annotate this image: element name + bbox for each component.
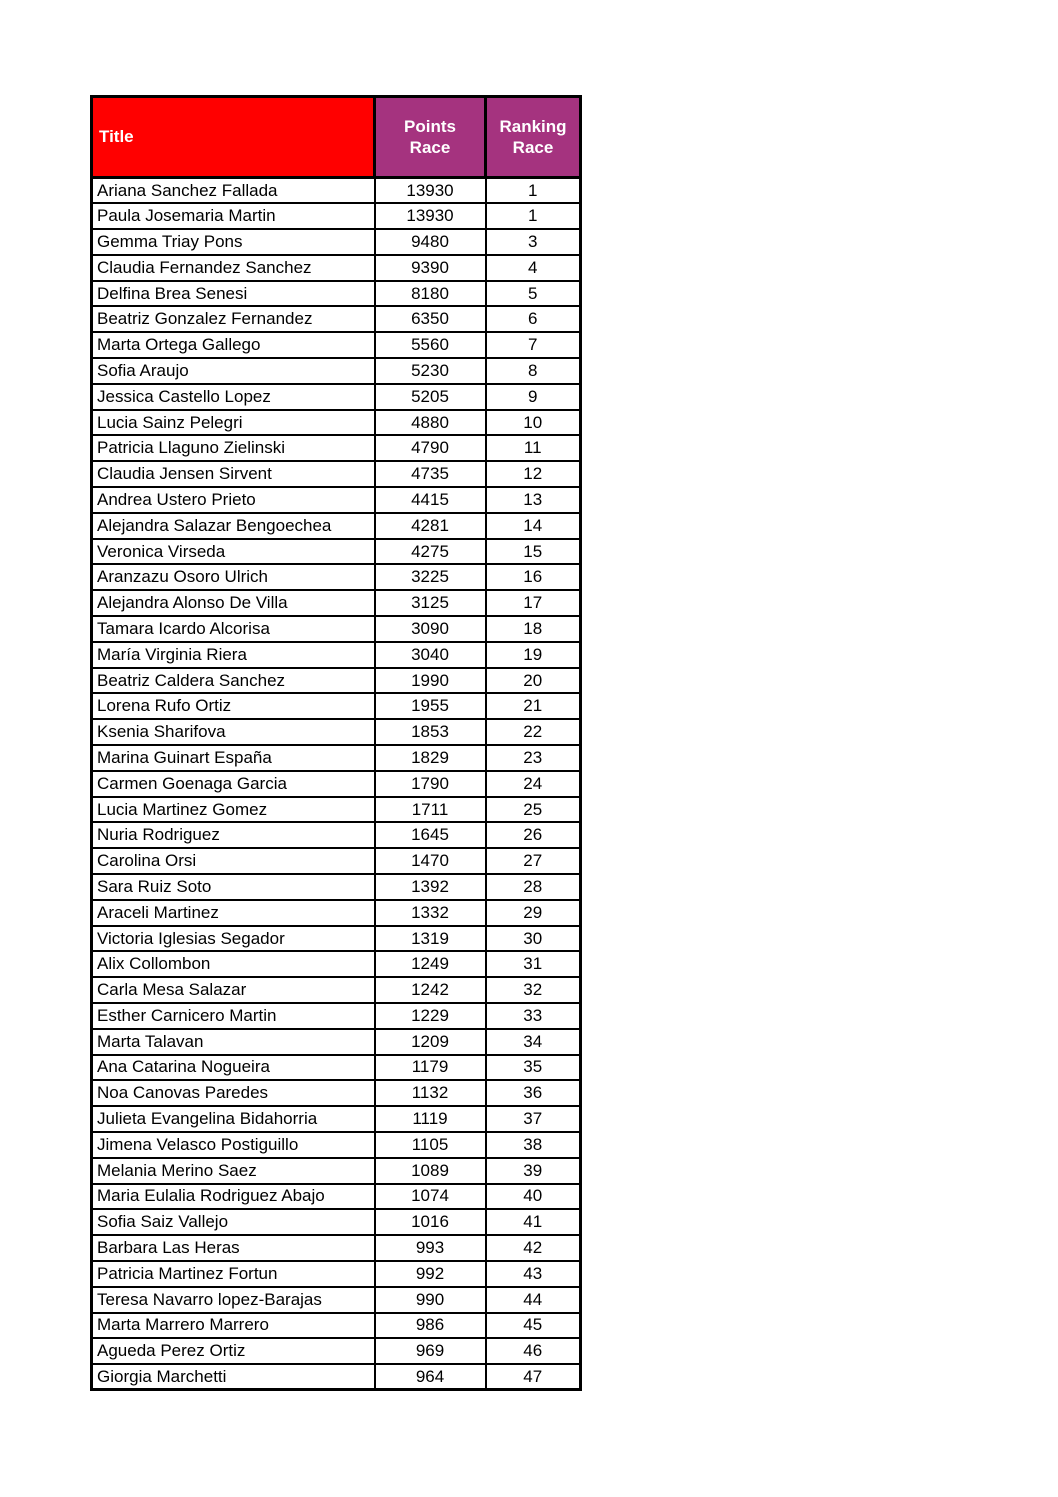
table-row: [92, 797, 581, 823]
cell-title: Teresa Navarro lopez-Barajas: [92, 1287, 375, 1313]
table-row: [92, 822, 581, 848]
cell-title: Tamara Icardo Alcorisa: [92, 616, 375, 642]
cell-points: 4735: [375, 461, 486, 487]
cell-ranking: 45: [486, 1313, 581, 1339]
cell-ranking: 23: [486, 745, 581, 771]
table-row: [92, 977, 581, 1003]
cell-title: Beatriz Caldera Sanchez: [92, 668, 375, 694]
table-row: [92, 539, 581, 565]
cell-points: 1711: [375, 797, 486, 823]
cell-ranking: 42: [486, 1235, 581, 1261]
table-row: [92, 874, 581, 900]
cell-title: Jimena Velasco Postiguillo: [92, 1132, 375, 1158]
table-row: [92, 513, 581, 539]
cell-title: Nuria Rodriguez: [92, 822, 375, 848]
table-row: [92, 1261, 581, 1287]
cell-ranking: 25: [486, 797, 581, 823]
cell-points: 986: [375, 1313, 486, 1339]
cell-ranking: 30: [486, 926, 581, 952]
table-row: [92, 1055, 581, 1081]
table-row: [92, 1209, 581, 1235]
table-row: [92, 255, 581, 281]
cell-points: 3090: [375, 616, 486, 642]
cell-ranking: 16: [486, 564, 581, 590]
cell-ranking: 19: [486, 642, 581, 668]
cell-ranking: 1: [486, 203, 581, 229]
cell-title: Sofia Saiz Vallejo: [92, 1209, 375, 1235]
cell-title: Marta Ortega Gallego: [92, 332, 375, 358]
cell-points: 13930: [375, 178, 486, 204]
table-row: [92, 1313, 581, 1339]
cell-ranking: 47: [486, 1364, 581, 1390]
cell-title: Alejandra Alonso De Villa: [92, 590, 375, 616]
cell-ranking: 43: [486, 1261, 581, 1287]
cell-ranking: 8: [486, 358, 581, 384]
cell-ranking: 31: [486, 951, 581, 977]
cell-ranking: 17: [486, 590, 581, 616]
cell-title: Giorgia Marchetti: [92, 1364, 375, 1390]
table-body: [92, 178, 581, 1390]
cell-ranking: 14: [486, 513, 581, 539]
cell-ranking: 34: [486, 1029, 581, 1055]
cell-ranking: 5: [486, 281, 581, 307]
table-row: [92, 203, 581, 229]
table-row: [92, 590, 581, 616]
table-row: [92, 1158, 581, 1184]
cell-title: Carolina Orsi: [92, 848, 375, 874]
cell-points: 4415: [375, 487, 486, 513]
table-row: [92, 384, 581, 410]
table-row: [92, 1184, 581, 1210]
header-title: Title: [92, 97, 375, 178]
cell-ranking: 39: [486, 1158, 581, 1184]
cell-points: 4880: [375, 410, 486, 436]
table-row: [92, 1287, 581, 1313]
cell-points: 4790: [375, 435, 486, 461]
cell-title: Claudia Fernandez Sanchez: [92, 255, 375, 281]
table-row: [92, 668, 581, 694]
cell-points: 9390: [375, 255, 486, 281]
cell-points: 1249: [375, 951, 486, 977]
cell-title: Andrea Ustero Prieto: [92, 487, 375, 513]
table-row: [92, 719, 581, 745]
cell-title: Barbara Las Heras: [92, 1235, 375, 1261]
table-row: [92, 306, 581, 332]
cell-title: Patricia Martinez Fortun: [92, 1261, 375, 1287]
table-row: [92, 178, 581, 204]
cell-ranking: 22: [486, 719, 581, 745]
cell-title: Lucia Sainz Pelegri: [92, 410, 375, 436]
cell-ranking: 46: [486, 1338, 581, 1364]
cell-ranking: 15: [486, 539, 581, 565]
cell-title: Agueda Perez Ortiz: [92, 1338, 375, 1364]
cell-points: 1016: [375, 1209, 486, 1235]
cell-title: Gemma Triay Pons: [92, 229, 375, 255]
table-row: [92, 461, 581, 487]
table-row: [92, 1029, 581, 1055]
cell-points: 1332: [375, 900, 486, 926]
cell-points: 5205: [375, 384, 486, 410]
cell-ranking: 29: [486, 900, 581, 926]
cell-title: Ana Catarina Nogueira: [92, 1055, 375, 1081]
cell-points: 1132: [375, 1080, 486, 1106]
cell-points: 1209: [375, 1029, 486, 1055]
cell-title: Marta Marrero Marrero: [92, 1313, 375, 1339]
ranking-table: [90, 95, 582, 1391]
cell-ranking: 12: [486, 461, 581, 487]
cell-title: Ksenia Sharifova: [92, 719, 375, 745]
cell-points: 1470: [375, 848, 486, 874]
header-points-race: Points Race: [375, 97, 486, 178]
table-row: [92, 926, 581, 952]
cell-ranking: 40: [486, 1184, 581, 1210]
header-row: [92, 97, 581, 178]
cell-title: Alejandra Salazar Bengoechea: [92, 513, 375, 539]
cell-ranking: 4: [486, 255, 581, 281]
cell-title: María Virginia Riera: [92, 642, 375, 668]
cell-title: Claudia Jensen Sirvent: [92, 461, 375, 487]
cell-points: 3225: [375, 564, 486, 590]
cell-points: 1074: [375, 1184, 486, 1210]
cell-ranking: 27: [486, 848, 581, 874]
table-row: [92, 1364, 581, 1390]
cell-title: Lucia Martinez Gomez: [92, 797, 375, 823]
table-row: [92, 900, 581, 926]
cell-points: 6350: [375, 306, 486, 332]
cell-ranking: 7: [486, 332, 581, 358]
cell-title: Victoria Iglesias Segador: [92, 926, 375, 952]
table-row: [92, 1235, 581, 1261]
table-row: [92, 564, 581, 590]
cell-ranking: 26: [486, 822, 581, 848]
table-row: [92, 1003, 581, 1029]
header-ranking-race: Ranking Race: [486, 97, 581, 178]
cell-title: Marina Guinart España: [92, 745, 375, 771]
cell-title: Noa Canovas Paredes: [92, 1080, 375, 1106]
table-row: [92, 616, 581, 642]
cell-title: Aranzazu Osoro Ulrich: [92, 564, 375, 590]
cell-ranking: 13: [486, 487, 581, 513]
cell-ranking: 9: [486, 384, 581, 410]
table-row: [92, 693, 581, 719]
table-row: [92, 848, 581, 874]
cell-ranking: 33: [486, 1003, 581, 1029]
table-row: [92, 487, 581, 513]
table-row: [92, 332, 581, 358]
table-row: [92, 745, 581, 771]
cell-title: Marta Talavan: [92, 1029, 375, 1055]
cell-title: Carmen Goenaga Garcia: [92, 771, 375, 797]
cell-points: 1089: [375, 1158, 486, 1184]
cell-title: Julieta Evangelina Bidahorria: [92, 1106, 375, 1132]
cell-points: 1645: [375, 822, 486, 848]
cell-ranking: 38: [486, 1132, 581, 1158]
cell-points: 1105: [375, 1132, 486, 1158]
cell-ranking: 41: [486, 1209, 581, 1235]
cell-ranking: 11: [486, 435, 581, 461]
cell-points: 1955: [375, 693, 486, 719]
cell-title: Ariana Sanchez Fallada: [92, 178, 375, 204]
cell-title: Sara Ruiz Soto: [92, 874, 375, 900]
table-row: [92, 1132, 581, 1158]
table-row: [92, 1080, 581, 1106]
table-header: [92, 97, 581, 178]
table-row: [92, 435, 581, 461]
cell-title: Jessica Castello Lopez: [92, 384, 375, 410]
cell-points: 3125: [375, 590, 486, 616]
cell-title: Lorena Rufo Ortiz: [92, 693, 375, 719]
cell-points: 1790: [375, 771, 486, 797]
cell-title: Carla Mesa Salazar: [92, 977, 375, 1003]
cell-points: 993: [375, 1235, 486, 1261]
cell-points: 1179: [375, 1055, 486, 1081]
cell-points: 8180: [375, 281, 486, 307]
cell-points: 1119: [375, 1106, 486, 1132]
table-row: [92, 1338, 581, 1364]
cell-points: 3040: [375, 642, 486, 668]
table-row: [92, 771, 581, 797]
cell-points: 990: [375, 1287, 486, 1313]
table-row: [92, 281, 581, 307]
cell-title: Beatriz Gonzalez Fernandez: [92, 306, 375, 332]
cell-points: 4275: [375, 539, 486, 565]
cell-ranking: 6: [486, 306, 581, 332]
cell-title: Alix Collombon: [92, 951, 375, 977]
cell-points: 1242: [375, 977, 486, 1003]
cell-ranking: 21: [486, 693, 581, 719]
cell-ranking: 1: [486, 178, 581, 204]
cell-ranking: 20: [486, 668, 581, 694]
table-row: [92, 358, 581, 384]
cell-points: 5560: [375, 332, 486, 358]
cell-points: 969: [375, 1338, 486, 1364]
cell-ranking: 28: [486, 874, 581, 900]
cell-points: 4281: [375, 513, 486, 539]
cell-title: Sofia Araujo: [92, 358, 375, 384]
table-row: [92, 410, 581, 436]
cell-points: 5230: [375, 358, 486, 384]
cell-title: Veronica Virseda: [92, 539, 375, 565]
cell-ranking: 10: [486, 410, 581, 436]
cell-points: 1229: [375, 1003, 486, 1029]
cell-title: Araceli Martinez: [92, 900, 375, 926]
cell-points: 1853: [375, 719, 486, 745]
cell-ranking: 18: [486, 616, 581, 642]
cell-ranking: 32: [486, 977, 581, 1003]
table-row: [92, 642, 581, 668]
cell-title: Melania Merino Saez: [92, 1158, 375, 1184]
cell-points: 1392: [375, 874, 486, 900]
cell-ranking: 35: [486, 1055, 581, 1081]
cell-points: 13930: [375, 203, 486, 229]
cell-ranking: 36: [486, 1080, 581, 1106]
cell-ranking: 3: [486, 229, 581, 255]
cell-title: Paula Josemaria Martin: [92, 203, 375, 229]
cell-points: 992: [375, 1261, 486, 1287]
table-row: [92, 951, 581, 977]
cell-ranking: 44: [486, 1287, 581, 1313]
cell-points: 1319: [375, 926, 486, 952]
cell-ranking: 37: [486, 1106, 581, 1132]
cell-points: 1829: [375, 745, 486, 771]
cell-points: 9480: [375, 229, 486, 255]
cell-title: Delfina Brea Senesi: [92, 281, 375, 307]
cell-title: Esther Carnicero Martin: [92, 1003, 375, 1029]
cell-points: 964: [375, 1364, 486, 1390]
table-row: [92, 229, 581, 255]
cell-points: 1990: [375, 668, 486, 694]
cell-ranking: 24: [486, 771, 581, 797]
cell-title: Patricia Llaguno Zielinski: [92, 435, 375, 461]
table-row: [92, 1106, 581, 1132]
cell-title: Maria Eulalia Rodriguez Abajo: [92, 1184, 375, 1210]
